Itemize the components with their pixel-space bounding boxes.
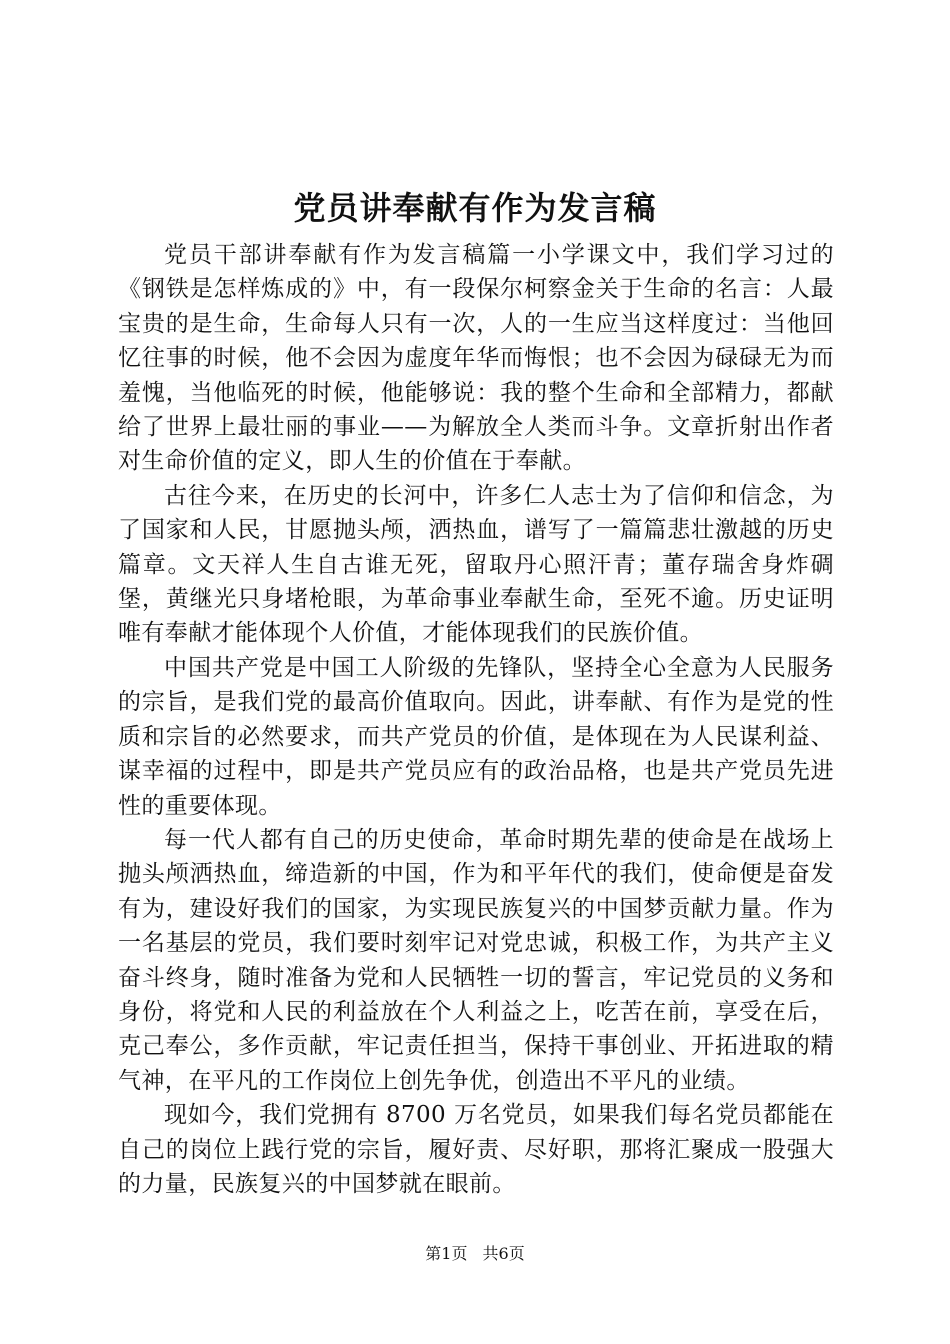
paragraph-3: 中国共产党是中国工人阶级的先锋队，坚持全心全意为人民服务的宗旨，是我们党的最高价值取向。因此，讲奉献、有作为是党的性质和宗旨的必然要求，而共产党员的价值，是体现在为人民谋利益、谋幸福的过程中，即是共产党员应有的政治品格，也是共产党员先进性的重要体现。: [118, 654, 834, 819]
paragraph-2: 古往今来，在历史的长河中，许多仁人志士为了信仰和信念，为了国家和人民，甘愿抛头颅，洒热血，谱写了一篇篇悲壮激越的历史篇章。文天祥人生自古谁无死，留取丹心照汗青；董存瑞舍身炸碉堡，黄继光只身堵枪眼，为革命事业奉献生命，至死不逾。历史证明唯有奉献才能体现个人价值，才能体现我们的民族价值。: [118, 482, 834, 647]
document-title: 党员讲奉献有作为发言稿: [293, 189, 657, 227]
document-body: [118, 238, 834, 1201]
paragraph-4: 每一代人都有自己的历史使命，革命时期先辈的使命是在战场上抛头颅洒热血，缔造新的中国，作为和平年代的我们，使命便是奋发有为，建设好我们的国家，为实现民族复兴的中国梦贡献力量。作为一名基层的党员，我们要时刻牢记对党忠诚，积极工作，为共产主义奋斗终身，随时准备为党和人民牺牲一切的誓言，牢记党员的义务和身份，将党和人民的利益放在个人利益之上，吃苦在前，享受在后，克己奉公，多作贡献，牢记责任担当，保持干事创业、开拓进取的精气神，在平凡的工作岗位上创先争优，创造出不平凡的业绩。: [118, 826, 834, 1094]
page-footer: [0, 1243, 950, 1265]
page-number: 第1页: [425, 1244, 468, 1263]
paragraph-5: 现如今，我们党拥有 8700 万名党员，如果我们每名党员都能在自己的岗位上践行党的宗旨，履好责、尽好职，那将汇聚成一股强大的力量，民族复兴的中国梦就在眼前。: [118, 1102, 834, 1197]
paragraph-1: 党员干部讲奉献有作为发言稿篇一小学课文中，我们学习过的《钢铁是怎样炼成的》中，有一段保尔柯察金关于生命的名言：人最宝贵的是生命，生命每人只有一次，人的一生应当这样度过：当他回忆往事的时候，他不会因为虚度年华而悔恨；也不会因为碌碌无为而羞愧，当他临死的时候，他能够说：我的整个生命和全部精力，都献给了世界上最壮丽的事业——为解放全人类而斗争。文章折射出作者对生命价值的定义，即人生的价值在于奉献。: [118, 242, 834, 475]
page-total: 共6页: [482, 1244, 525, 1263]
